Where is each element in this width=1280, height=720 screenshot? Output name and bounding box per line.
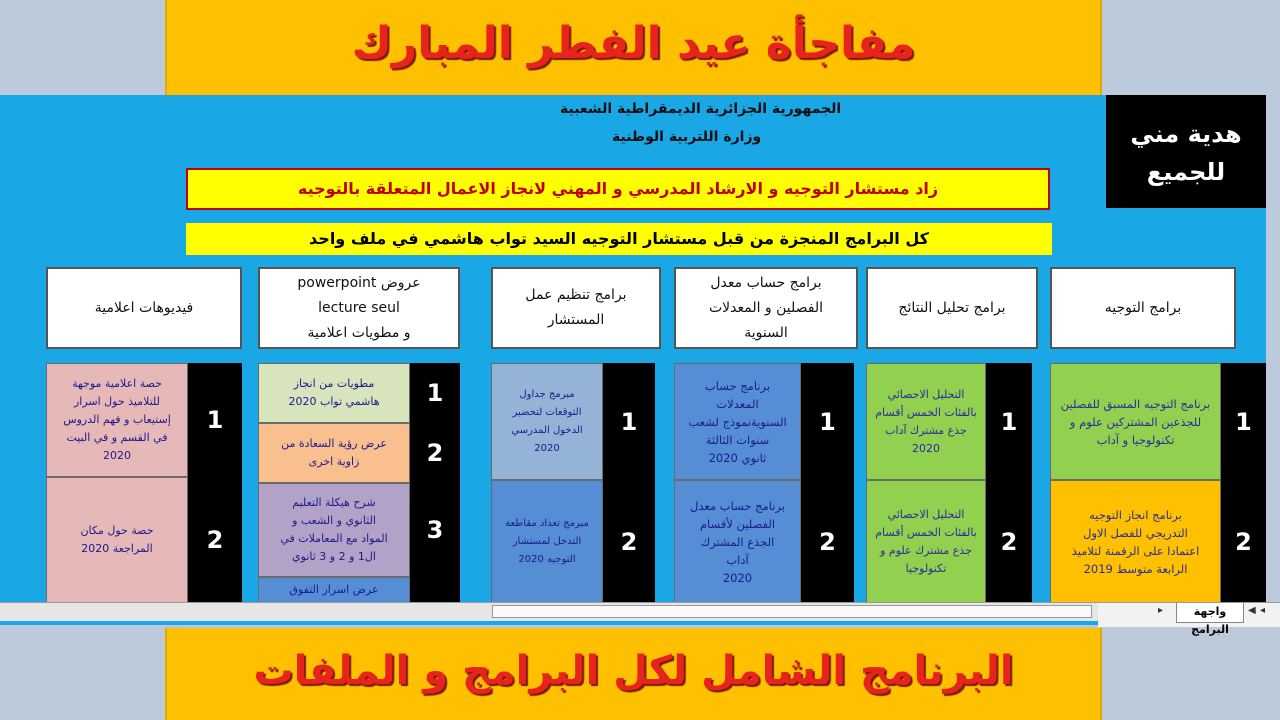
video-link-2[interactable]: حصة حول مكان المراجعة 2020: [46, 477, 188, 603]
presentation-link-1[interactable]: مطويات من انجاز هاشمي تواب 2020: [258, 363, 410, 423]
row-number-3: 3: [410, 483, 460, 577]
gift-box: [1106, 95, 1266, 208]
row-number-2: 2: [801, 480, 854, 603]
horizontal-scrollbar[interactable]: [0, 602, 1266, 621]
column-header-average-calc[interactable]: برامج حساب معدل الفصلين و المعدلات السنوية: [674, 267, 858, 349]
row-number-4: [410, 577, 460, 603]
row-number-1: 1: [1221, 363, 1266, 480]
country-name: الجمهورية الجزائرية الديمقراطية الشعبية: [560, 101, 842, 117]
ministry-name: وزارة اللتربية الوطنية: [612, 129, 762, 145]
sheet-tab-main[interactable]: واجهة البرامج: [1176, 603, 1244, 623]
column-header-work-organization[interactable]: برامج تنظيم عمل المستشار: [491, 267, 661, 349]
bottom-title: البرنامج الشامل لكل البرامج و الملفات: [253, 648, 1014, 694]
program-link-analysis-2[interactable]: التحليل الاحصائي بالفئات الخمس أقسام جذع مشترك علوم و تكنولوجيا: [866, 480, 986, 603]
program-link-analysis-1[interactable]: التحليل الاحصائي بالفئات الخمس أقسام جذع مشترك آداب 2020: [866, 363, 986, 480]
video-link-1[interactable]: حصة اعلامية موجهة للتلاميذ حول اسرار إستيعاب و فهم الدروس في القسم و في البيت 2020: [46, 363, 188, 477]
program-link-organization-1[interactable]: مبرمج جداول التوقعات لتحضير الدخول المدرسي 2020: [491, 363, 603, 480]
gift-line1: هدية مني: [1130, 120, 1242, 148]
presentation-link-4[interactable]: عرض اسرار التفوق: [258, 577, 410, 603]
presentation-link-2[interactable]: عرض رؤية السعادة من زاوية اخرى: [258, 423, 410, 483]
program-link-orientation-2[interactable]: برنامج انجاز التوجيه التدريجي للفصل الاول اعتمادا على الرقمنة لتلاميذ الرابعة متوسط 2019: [1050, 480, 1221, 603]
program-link-average-2[interactable]: برنامج حساب معدل الفصلين لأقسام الجذع المشترك آداب 2020: [674, 480, 801, 603]
row-number-2: 2: [410, 423, 460, 483]
presentation-link-3[interactable]: شرح هيكلة التعليم الثانوي و الشعب و المواد مع المعاملات في ال1 و 2 و 3 ثانوي: [258, 483, 410, 577]
row-number-1: 1: [986, 363, 1032, 480]
row-number-1: 1: [801, 363, 854, 480]
program-link-organization-2[interactable]: مبرمج تعداد مقاطعة التدخل لمستشار التوجيه 2020: [491, 480, 603, 603]
top-banner: [165, 0, 1102, 95]
column-header-results-analysis[interactable]: برامج تحليل النتائج: [866, 267, 1038, 349]
program-link-orientation-1[interactable]: برنامج التوجيه المسبق للفصلين للجذعين المشتركين علوم و تكنولوجيا و آداب: [1050, 363, 1221, 480]
column-header-presentations[interactable]: عروض powerpoint lecture seul و مطويات اعلامية: [258, 267, 460, 349]
row-number-2: 2: [603, 480, 655, 603]
row-number-2: 2: [1221, 480, 1266, 603]
tab-scroll-first-icon[interactable]: ◀: [1248, 605, 1256, 616]
sheet-tab-strip: [1098, 602, 1280, 636]
row-number-1: 1: [188, 363, 242, 477]
column-header-videos[interactable]: فيديوهات اعلامية: [46, 267, 242, 349]
bottom-banner: [165, 628, 1102, 720]
tab-scroll-prev-icon[interactable]: ◂: [1260, 605, 1266, 616]
row-number-1: 1: [603, 363, 655, 480]
column-header-orientation[interactable]: برامج التوجيه: [1050, 267, 1236, 349]
program-link-average-1[interactable]: برنامج حساب المعدلات السنويةنموذج لشعب سنوات الثالثة ثانوي 2020: [674, 363, 801, 480]
tab-scroll-next-icon[interactable]: ▸: [1158, 605, 1164, 616]
banner-title-2: كل البرامج المنجزة من قبل مستشار التوجيه السيد تواب هاشمي في ملف واحد: [186, 223, 1052, 255]
gift-line2: للجميع: [1146, 158, 1226, 186]
banner-title-1: زاد مستشار التوجيه و الارشاد المدرسي و المهني لانجاز الاعمال المتعلقة بالتوجيه: [186, 168, 1050, 210]
row-number-2: 2: [188, 477, 242, 603]
row-number-2: 2: [986, 480, 1032, 603]
top-title: مفاجأة عيد الفطر المبارك: [351, 18, 916, 69]
row-number-1: 1: [410, 363, 460, 423]
spreadsheet-area: [0, 95, 1266, 625]
scrollbar-thumb[interactable]: [492, 605, 1092, 618]
